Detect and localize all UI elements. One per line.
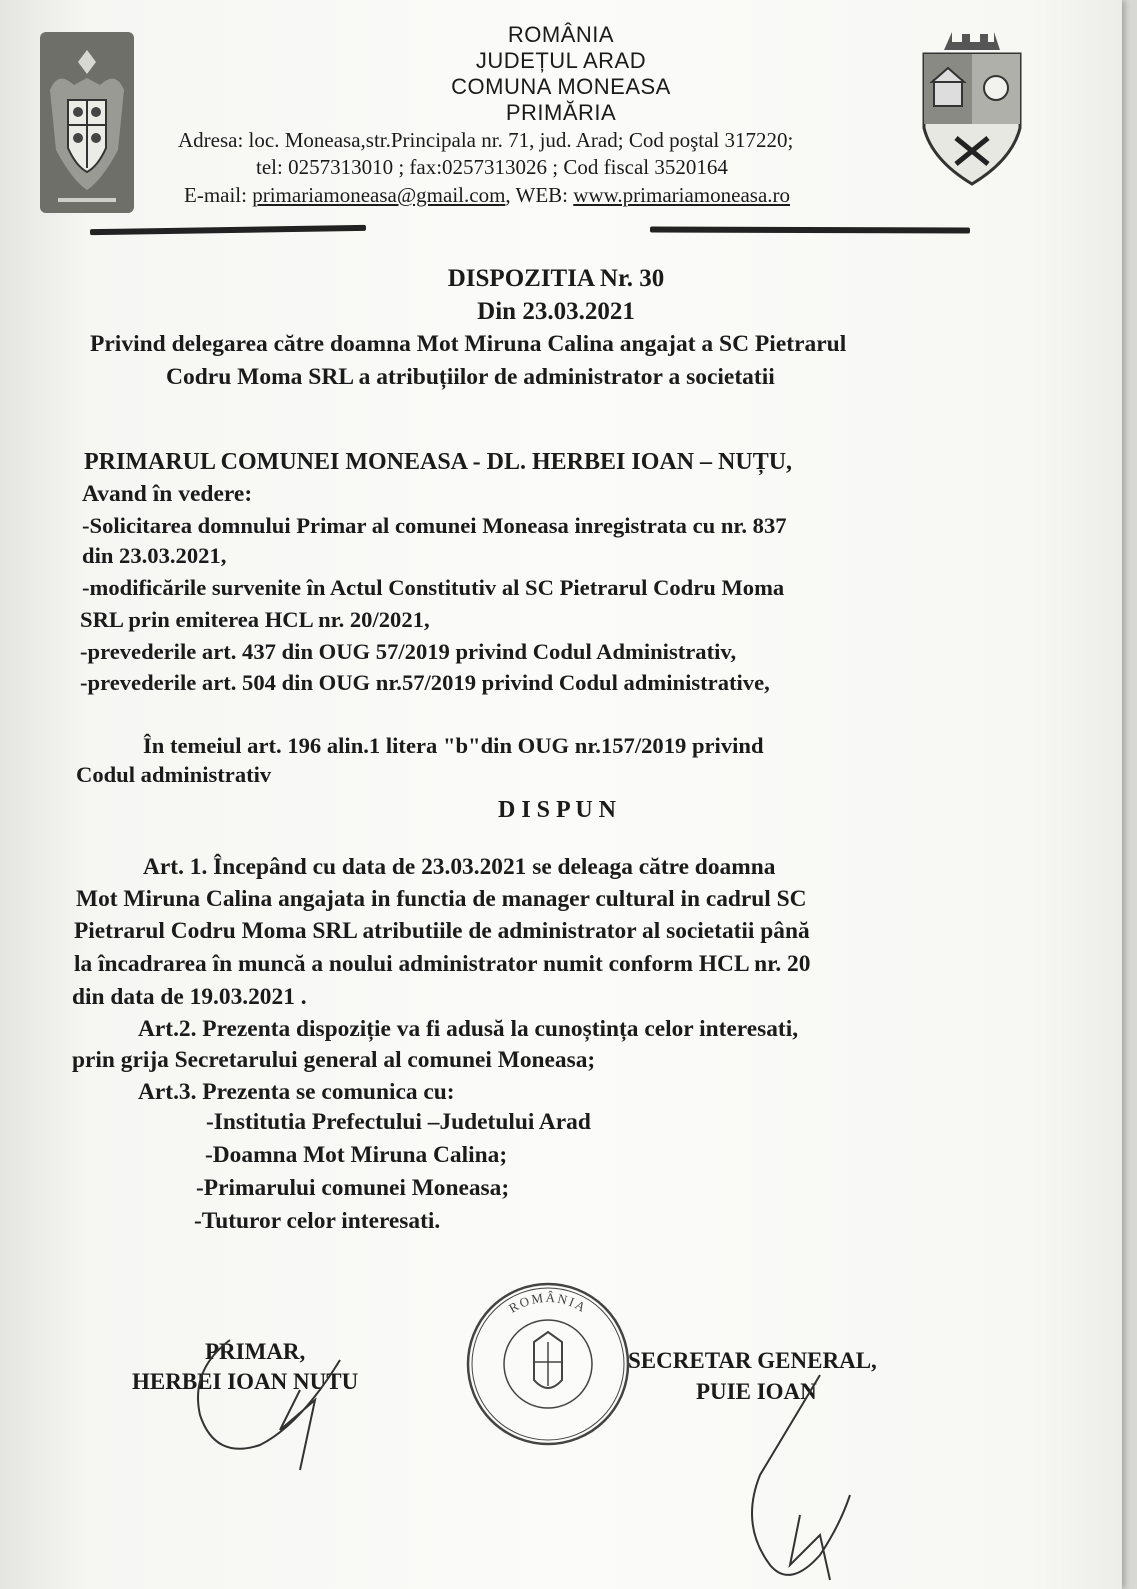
web-label: , WEB: bbox=[505, 183, 569, 207]
mayor-name: HERBEI IOAN NUTU bbox=[132, 1369, 359, 1394]
header-commune: COMUNA MONEASA bbox=[451, 74, 671, 99]
recital-2-line-2: SRL prin emiterea HCL nr. 20/2021, bbox=[80, 607, 430, 632]
header-phone-line: tel: 0257313010 ; fax:0257313026 ; Cod fiscal 3520164 bbox=[256, 155, 728, 179]
issuer-line: PRIMARUL COMUNEI MONEASA - DL. HERBEI IOAN – NUȚU, bbox=[84, 449, 793, 475]
stamp-top-text: ROMÂNIA bbox=[506, 1289, 590, 1316]
official-stamp-icon bbox=[464, 1280, 632, 1448]
header-rule-right bbox=[650, 226, 970, 233]
art1-line-2: Mot Miruna Calina angajata in functia de manager cultural in cadrul SC bbox=[76, 886, 807, 912]
legal-basis-line-2: Codul administrativ bbox=[76, 762, 272, 787]
recipient-1: -Institutia Prefectului –Judetului Arad bbox=[206, 1109, 591, 1135]
secretary-signature-icon bbox=[700, 1365, 900, 1589]
art1-line-3: Pietrarul Codru Moma SRL atributiile de administrator al societatii până bbox=[74, 918, 810, 944]
legal-basis-line-1: În temeiul art. 196 alin.1 litera "b"din OUG nr.157/2019 privind bbox=[143, 733, 764, 758]
recital-4: -prevederile art. 504 din OUG nr.57/2019 privind Codul administrative, bbox=[80, 670, 770, 695]
header-county: JUDEȚUL ARAD bbox=[475, 48, 647, 73]
recital-1-line-1: -Solicitarea domnului Primar al comunei Moneasa inregistrata cu nr. 837 bbox=[82, 513, 787, 538]
considering-label: Avand în vedere: bbox=[82, 481, 253, 507]
document-date: Din 23.03.2021 bbox=[477, 298, 635, 325]
art2-line-2: prin grija Secretarului general al comunei Moneasa; bbox=[72, 1047, 596, 1073]
header-contact-line bbox=[184, 183, 790, 208]
header-address: Adresa: loc. Moneasa,str.Principala nr. 71, jud. Arad; Cod poştal 317220; bbox=[178, 128, 794, 152]
mayor-signature-icon bbox=[190, 1320, 370, 1480]
recital-3: -prevederile art. 437 din OUG 57/2019 privind Codul Administrativ, bbox=[80, 639, 737, 664]
secretary-name: PUIE IOAN bbox=[696, 1379, 817, 1404]
dispun-heading: D I S P U N bbox=[497, 797, 617, 823]
art1-line-5: din data de 19.03.2021 . bbox=[72, 984, 307, 1010]
art3-line: Art.3. Prezenta se comunica cu: bbox=[138, 1079, 455, 1105]
art1-line-1: Art. 1. Începând cu data de 23.03.2021 se deleaga către doamna bbox=[143, 854, 776, 880]
recipient-2: -Doamna Mot Miruna Calina; bbox=[205, 1142, 508, 1168]
secretary-title: SECRETAR GENERAL, bbox=[628, 1348, 877, 1373]
recital-2-line-1: -modificările survenite în Actul Constitutiv al SC Pietrarul Codru Moma bbox=[82, 575, 785, 600]
document-title: DISPOZITIA Nr. 30 bbox=[447, 265, 665, 292]
website-link[interactable]: www.primariamoneasa.ro bbox=[573, 183, 791, 207]
subject-line-1: Privind delegarea către doamna Mot Miruna Calina angajat a SC Pietrarul bbox=[90, 331, 847, 357]
header-office: PRIMĂRIA bbox=[505, 100, 617, 125]
mayor-title: PRIMAR, bbox=[205, 1339, 306, 1364]
header-rule-left bbox=[90, 225, 366, 235]
recipient-3: -Primarului comunei Moneasa; bbox=[196, 1175, 510, 1201]
art1-line-4: la încadrarea în muncă a noului administrator numit conform HCL nr. 20 bbox=[74, 951, 811, 977]
recipient-4: -Tuturor celor interesati. bbox=[194, 1208, 441, 1234]
subject-line-2: Codru Moma SRL a atribuțiilor de administrator a societatii bbox=[166, 364, 775, 390]
art2-line-1: Art.2. Prezenta dispoziție va fi adusă la cunoștința celor interesati, bbox=[138, 1016, 799, 1042]
email-link[interactable]: primariamoneasa@gmail.com bbox=[252, 183, 506, 207]
recital-1-line-2: din 23.03.2021, bbox=[82, 543, 227, 568]
email-label: E-mail: bbox=[184, 183, 247, 207]
header-country: ROMÂNIA bbox=[507, 22, 615, 47]
